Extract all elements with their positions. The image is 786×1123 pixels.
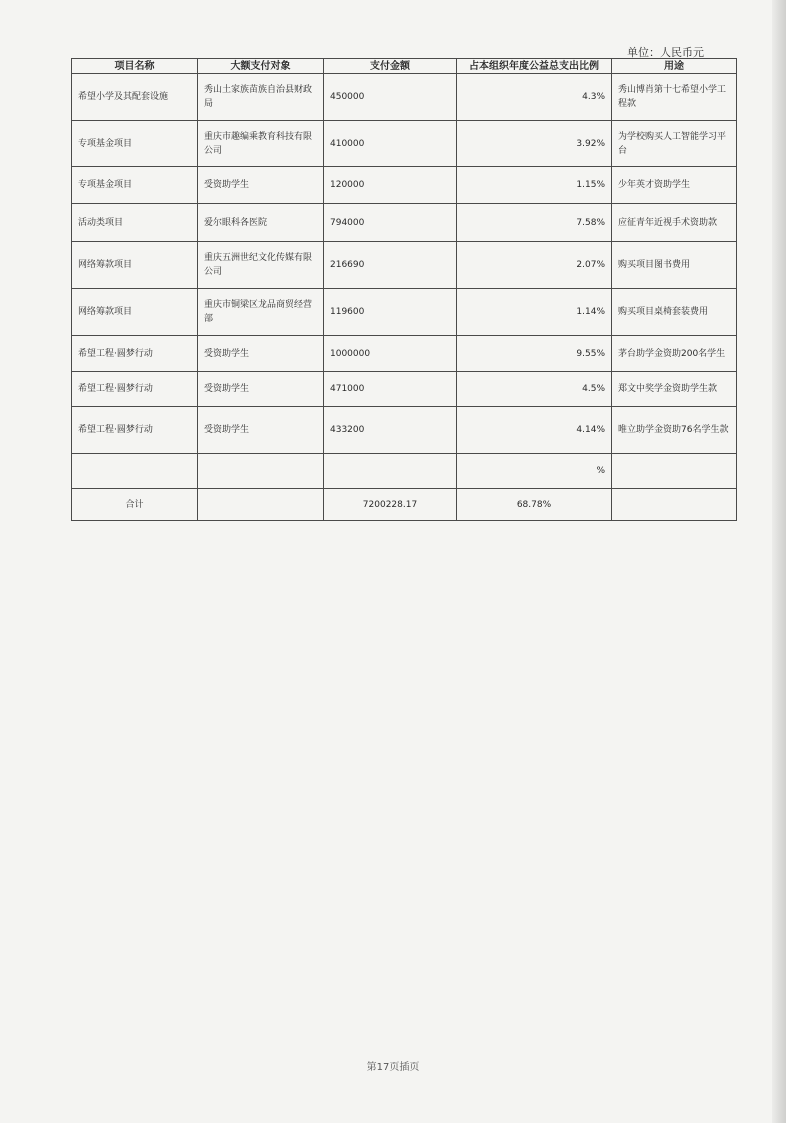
cell-purpose: 秀山博肖第十七希望小学工程款 xyxy=(612,74,737,121)
cell-purpose: 应征青年近视手术资助款 xyxy=(612,204,737,242)
cell-ratio: 9.55% xyxy=(457,336,612,372)
cell-project-name: 网络筹款项目 xyxy=(72,289,198,336)
cell-project-name: 专项基金项目 xyxy=(72,167,198,204)
header-payee: 大额支付对象 xyxy=(198,59,324,74)
table-row xyxy=(72,121,737,167)
cell-ratio: 7.58% xyxy=(457,204,612,242)
header-ratio: 占本组织年度公益总支出比例 xyxy=(457,59,612,74)
cell-purpose: 唯立助学金资助76名学生款 xyxy=(612,407,737,454)
page-footer: 第17页插页 xyxy=(366,1062,420,1073)
table-header-row xyxy=(72,59,737,74)
payment-table xyxy=(71,58,737,521)
header-amount: 支付金额 xyxy=(324,59,457,74)
cell-payee: 受资助学生 xyxy=(198,336,324,372)
cell-payee: 重庆市铜梁区龙品商贸经营部 xyxy=(198,289,324,336)
cell-project-name: 希望小学及其配套设施 xyxy=(72,74,198,121)
cell-amount: 410000 xyxy=(324,121,457,167)
total-amount: 7200228.17 xyxy=(324,489,457,521)
cell-amount: 450000 xyxy=(324,74,457,121)
cell-amount: 119600 xyxy=(324,289,457,336)
table-row xyxy=(72,242,737,289)
cell-ratio: 1.15% xyxy=(457,167,612,204)
total-ratio: 68.78% xyxy=(457,489,612,521)
total-label: 合计 xyxy=(72,489,198,521)
cell-amount: 471000 xyxy=(324,372,457,407)
cell-ratio: 4.14% xyxy=(457,407,612,454)
table-row xyxy=(72,204,737,242)
page-edge xyxy=(772,0,786,1123)
total-payee xyxy=(198,489,324,521)
total-purpose xyxy=(612,489,737,521)
cell-payee: 秀山土家族苗族自治县财政局 xyxy=(198,74,324,121)
table-row xyxy=(72,289,737,336)
cell-project-name: 网络筹款项目 xyxy=(72,242,198,289)
cell-purpose: 购买项目图书费用 xyxy=(612,242,737,289)
table-row xyxy=(72,167,737,204)
table-row xyxy=(72,407,737,454)
cell-project-name: 希望工程·圆梦行动 xyxy=(72,336,198,372)
cell-amount: 1000000 xyxy=(324,336,457,372)
table-row xyxy=(72,336,737,372)
cell-payee: 受资助学生 xyxy=(198,167,324,204)
cell-ratio: 4.3% xyxy=(457,74,612,121)
cell-project-name: 专项基金项目 xyxy=(72,121,198,167)
cell-ratio: 4.5% xyxy=(457,372,612,407)
table-row xyxy=(72,74,737,121)
cell-purpose: 为学校购买人工智能学习平台 xyxy=(612,121,737,167)
table-total-row xyxy=(72,489,737,521)
cell-purpose xyxy=(612,454,737,489)
cell-project-name: 希望工程·圆梦行动 xyxy=(72,372,198,407)
cell-amount: 433200 xyxy=(324,407,457,454)
header-purpose: 用途 xyxy=(612,59,737,74)
cell-ratio: 1.14% xyxy=(457,289,612,336)
table-row xyxy=(72,372,737,407)
cell-amount xyxy=(324,454,457,489)
cell-project-name: 希望工程·圆梦行动 xyxy=(72,407,198,454)
cell-amount: 216690 xyxy=(324,242,457,289)
cell-purpose: 茅台助学金资助200名学生 xyxy=(612,336,737,372)
cell-ratio: % xyxy=(457,454,612,489)
cell-purpose: 少年英才资助学生 xyxy=(612,167,737,204)
cell-payee xyxy=(198,454,324,489)
cell-purpose: 郑文中奖学金资助学生款 xyxy=(612,372,737,407)
cell-payee: 重庆五洲世纪文化传媒有限公司 xyxy=(198,242,324,289)
header-project-name: 项目名称 xyxy=(72,59,198,74)
cell-payee: 爱尔眼科各医院 xyxy=(198,204,324,242)
cell-purpose: 购买项目桌椅套装费用 xyxy=(612,289,737,336)
cell-project-name xyxy=(72,454,198,489)
unit-label: 单位：人民币元 xyxy=(627,46,704,59)
cell-project-name: 活动类项目 xyxy=(72,204,198,242)
cell-ratio: 3.92% xyxy=(457,121,612,167)
cell-payee: 受资助学生 xyxy=(198,407,324,454)
cell-payee: 受资助学生 xyxy=(198,372,324,407)
cell-amount: 794000 xyxy=(324,204,457,242)
table-row-empty xyxy=(72,454,737,489)
cell-payee: 重庆市趣编乘教育科技有限公司 xyxy=(198,121,324,167)
cell-amount: 120000 xyxy=(324,167,457,204)
cell-ratio: 2.07% xyxy=(457,242,612,289)
